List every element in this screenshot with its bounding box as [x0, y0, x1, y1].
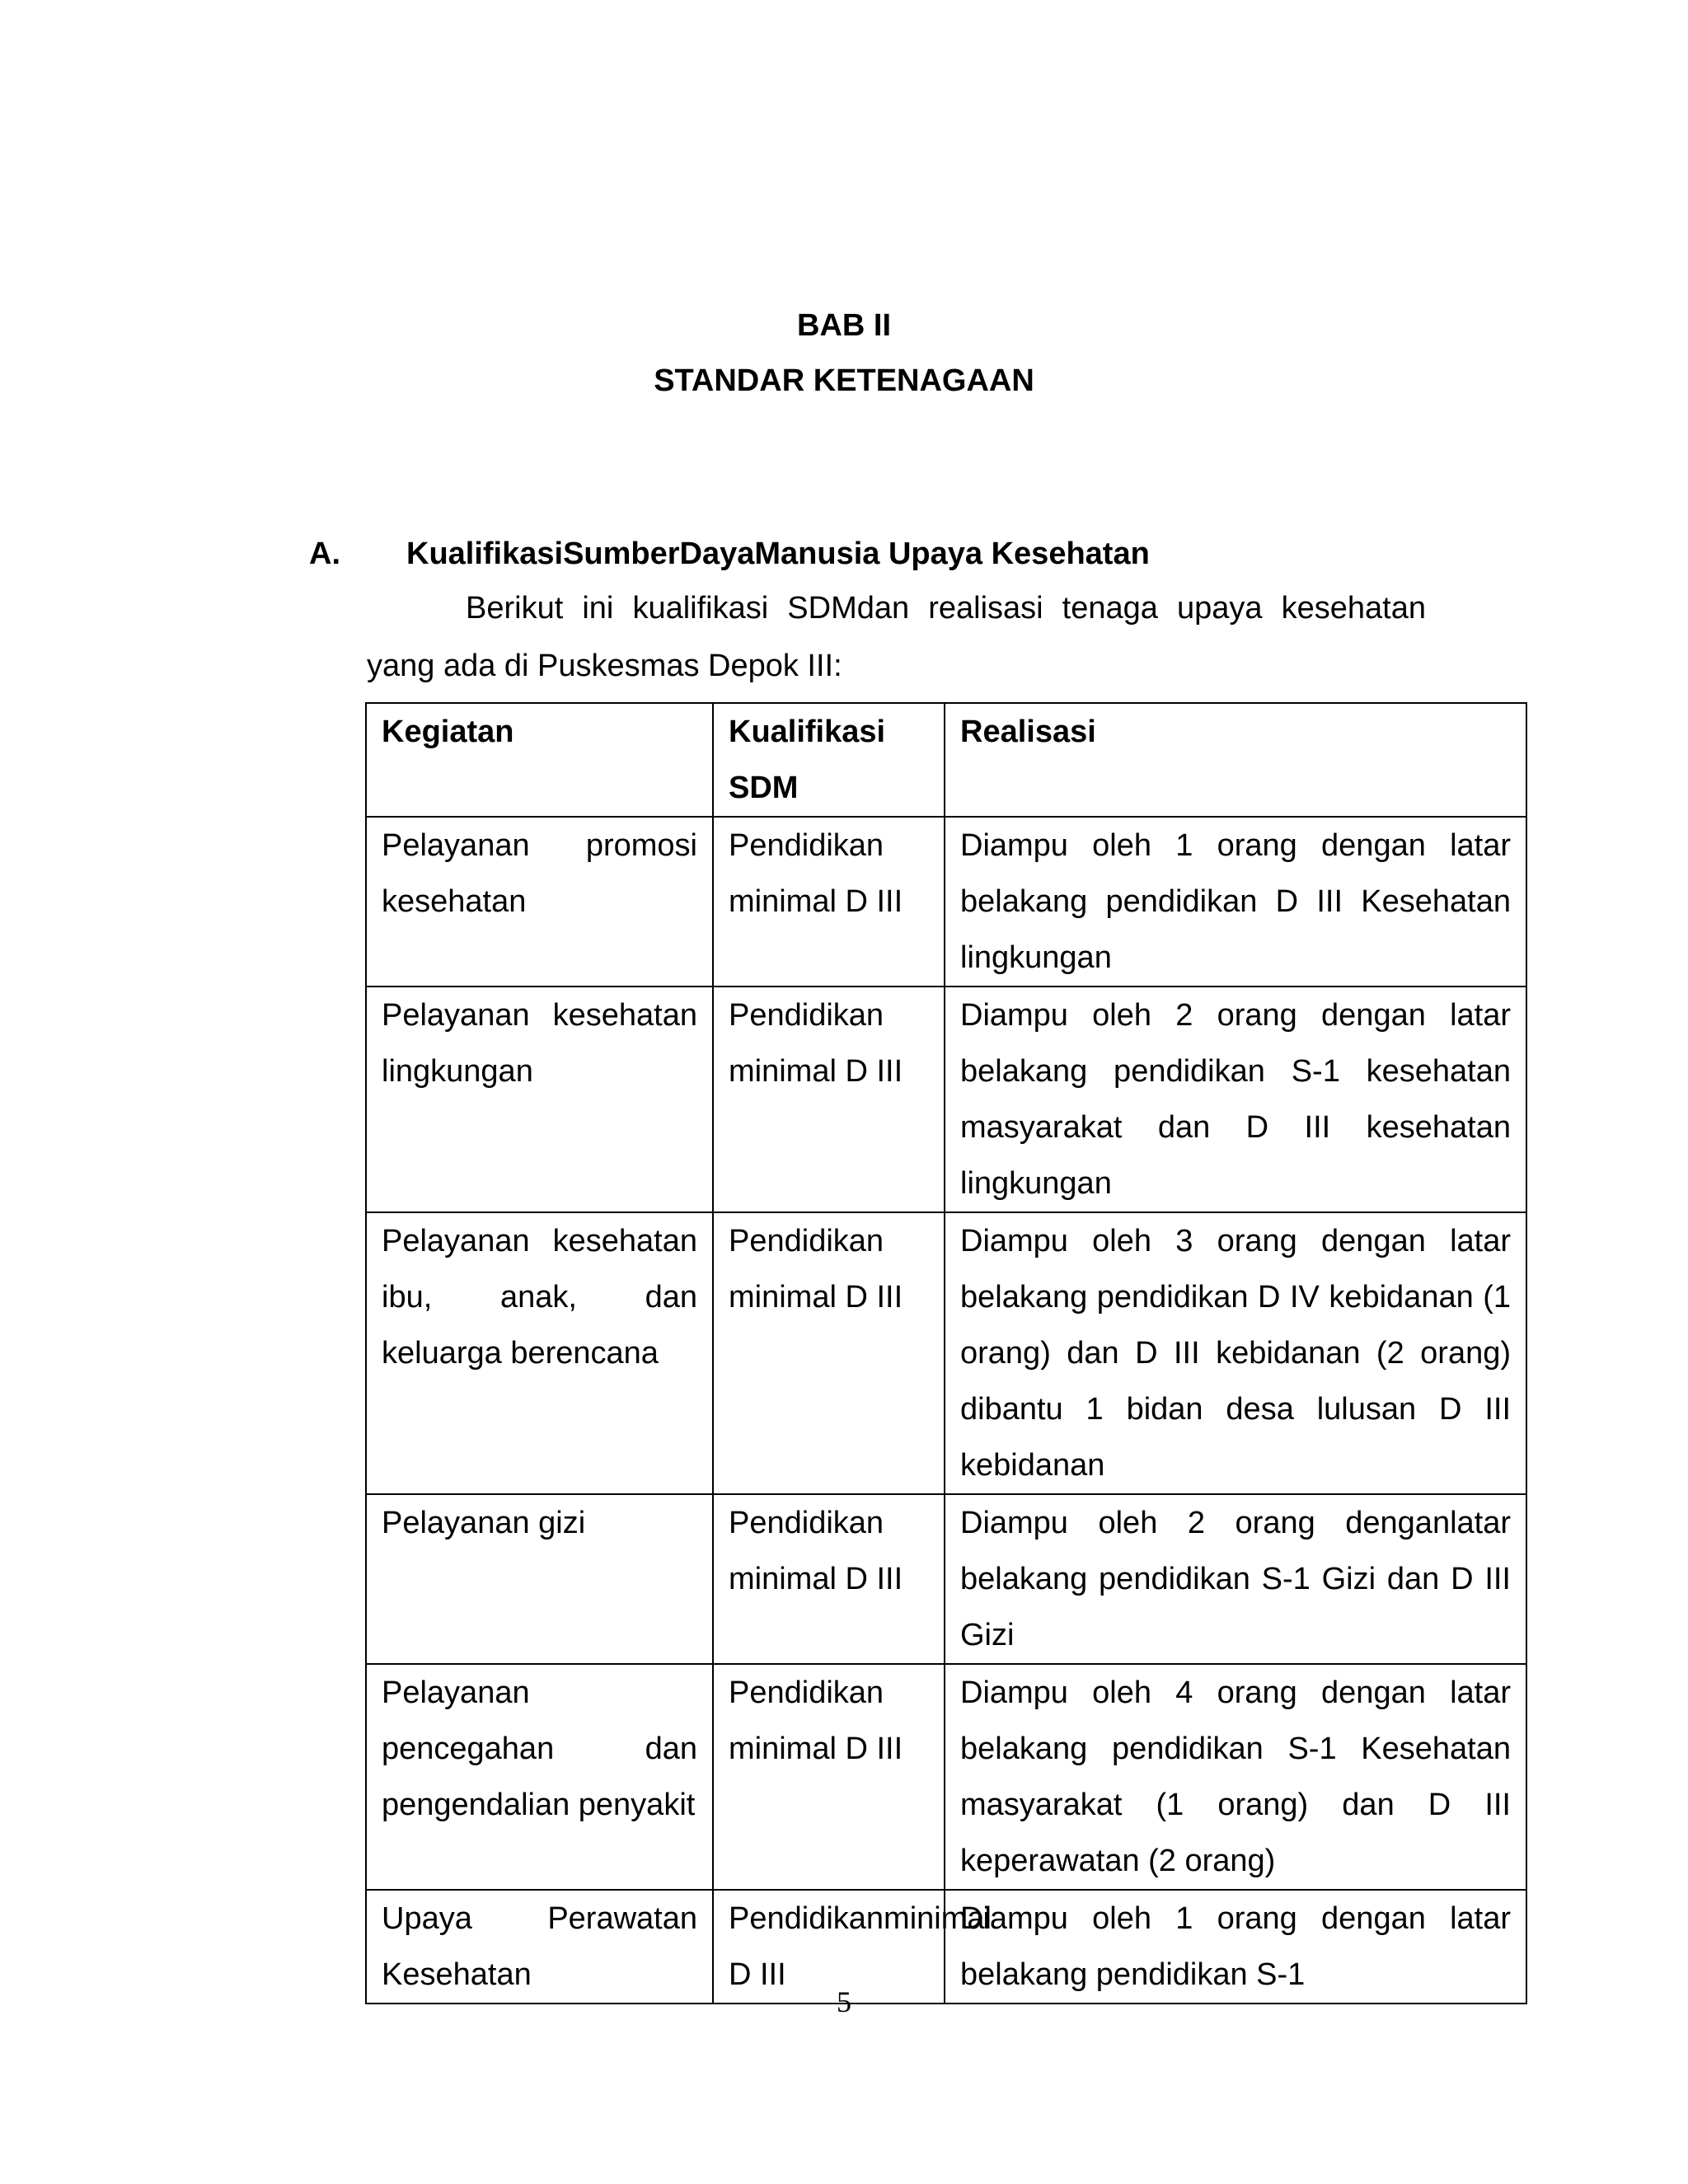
cell-kualifikasi: Pendidikan minimal D III: [713, 817, 945, 987]
cell-realisasi: Diampu oleh 1 orang dengan latar belakang pendidikan S-1: [945, 1890, 1526, 2004]
intro-paragraph-line-2: yang ada di Puskesmas Depok III:: [367, 649, 842, 683]
cell-kualifikasi: Pendidikanminimal D III: [713, 1890, 945, 2004]
cell-kualifikasi: Pendidikan minimal D III: [713, 987, 945, 1212]
table-row: [366, 1212, 1526, 1494]
cell-kualifikasi: Pendidikan minimal D III: [713, 1664, 945, 1890]
cell-realisasi: Diampu oleh 3 orang dengan latar belakang pendidikan D IV kebidanan (1 orang) dan D III kebidanan (2 orang) dibantu 1 bidan desa lulusan D III kebidanan: [945, 1212, 1526, 1494]
cell-kualifikasi: Pendidikan minimal D III: [713, 1212, 945, 1494]
cell-kegiatan: Pelayanan kesehatan ibu, anak, dan keluarga berencana: [366, 1212, 713, 1494]
header-realisasi: Realisasi: [945, 703, 1526, 817]
cell-realisasi: Diampu oleh 1 orang dengan latar belakang pendidikan D III Kesehatan lingkungan: [945, 817, 1526, 987]
page-number: 5: [837, 1985, 851, 2018]
header-kualifikasi: Kualifikasi SDM: [713, 703, 945, 817]
qualification-table: [365, 702, 1527, 2004]
cell-realisasi: Diampu oleh 4 orang dengan latar belakang pendidikan S-1 Kesehatan masyarakat (1 orang) dan D III keperawatan (2 orang): [945, 1664, 1526, 1890]
cell-kegiatan: Upaya Perawatan Kesehatan: [366, 1890, 713, 2004]
section-title: KualifikasiSumberDayaManusia Upaya Kesehatan: [406, 537, 1150, 571]
table-row: [366, 1494, 1526, 1664]
cell-kegiatan: Pelayanan pencegahan dan pengendalian penyakit: [366, 1664, 713, 1890]
cell-kualifikasi: Pendidikan minimal D III: [713, 1494, 945, 1664]
intro-paragraph-line-1: Berikut ini kualifikasi SDMdan realisasi tenaga upaya kesehatan: [466, 591, 1426, 626]
header-kegiatan: Kegiatan: [366, 703, 713, 817]
chapter-number: BAB II: [797, 308, 891, 343]
table-row: [366, 987, 1526, 1212]
table-header-row: [366, 703, 1526, 817]
cell-kegiatan: Pelayanan promosi kesehatan: [366, 817, 713, 987]
section-letter: A.: [309, 537, 340, 571]
table-row: [366, 817, 1526, 987]
cell-kegiatan: Pelayanan gizi: [366, 1494, 713, 1664]
cell-realisasi: Diampu oleh 2 orang dengan latar belakang pendidikan S-1 kesehatan masyarakat dan D III kesehatan lingkungan: [945, 987, 1526, 1212]
chapter-title: STANDAR KETENAGAAN: [654, 363, 1034, 398]
cell-kegiatan: Pelayanan kesehatan lingkungan: [366, 987, 713, 1212]
table-row: [366, 1664, 1526, 1890]
cell-realisasi: Diampu oleh 2 orang denganlatar belakang pendidikan S-1 Gizi dan D III Gizi: [945, 1494, 1526, 1664]
